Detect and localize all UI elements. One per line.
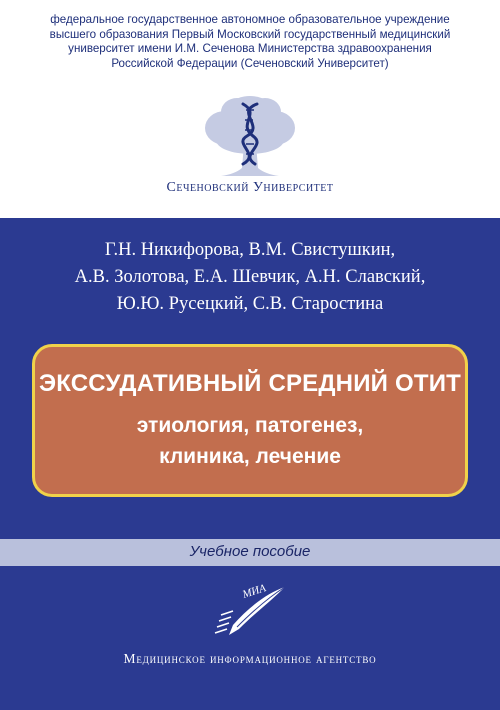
authors-line: Ю.Ю. Русецкий, С.В. Старостина	[116, 294, 384, 314]
book-type-label: Учебное пособие	[189, 543, 311, 560]
tree-dna-icon	[195, 92, 305, 180]
institution-line: высшего образования Первый Московский государственный медицинский	[49, 27, 451, 41]
book-title: ЭКССУДАТИВНЫЙ СРЕДНИЙ ОТИТ	[38, 370, 462, 397]
authors-line: А.В. Золотова, Е.А. Шевчик, А.Н. Славский,	[74, 267, 426, 287]
authors	[0, 237, 500, 318]
institution-name	[20, 13, 480, 71]
publisher-name: Медицинское информационное агентство	[123, 651, 377, 666]
book-subtitle	[32, 410, 468, 472]
institution-line: федеральное государственное автономное образовательное учреждение	[50, 13, 450, 26]
subtitle-line: клиника, лечение	[159, 445, 341, 468]
institution-line: университет имени И.М. Сеченова Министерства здравоохранения	[68, 42, 432, 55]
publisher-logo-letters: МИА	[241, 582, 268, 601]
authors-line: Г.Н. Никифорова, В.М. Свистушкин,	[104, 240, 396, 260]
institution-line: Российской Федерации (Сеченовский Университет)	[111, 56, 389, 70]
university-logo-label: Сеченовский Университет	[166, 180, 334, 195]
quill-pen-icon	[207, 581, 293, 641]
subtitle-line: этиология, патогенез,	[136, 414, 364, 437]
